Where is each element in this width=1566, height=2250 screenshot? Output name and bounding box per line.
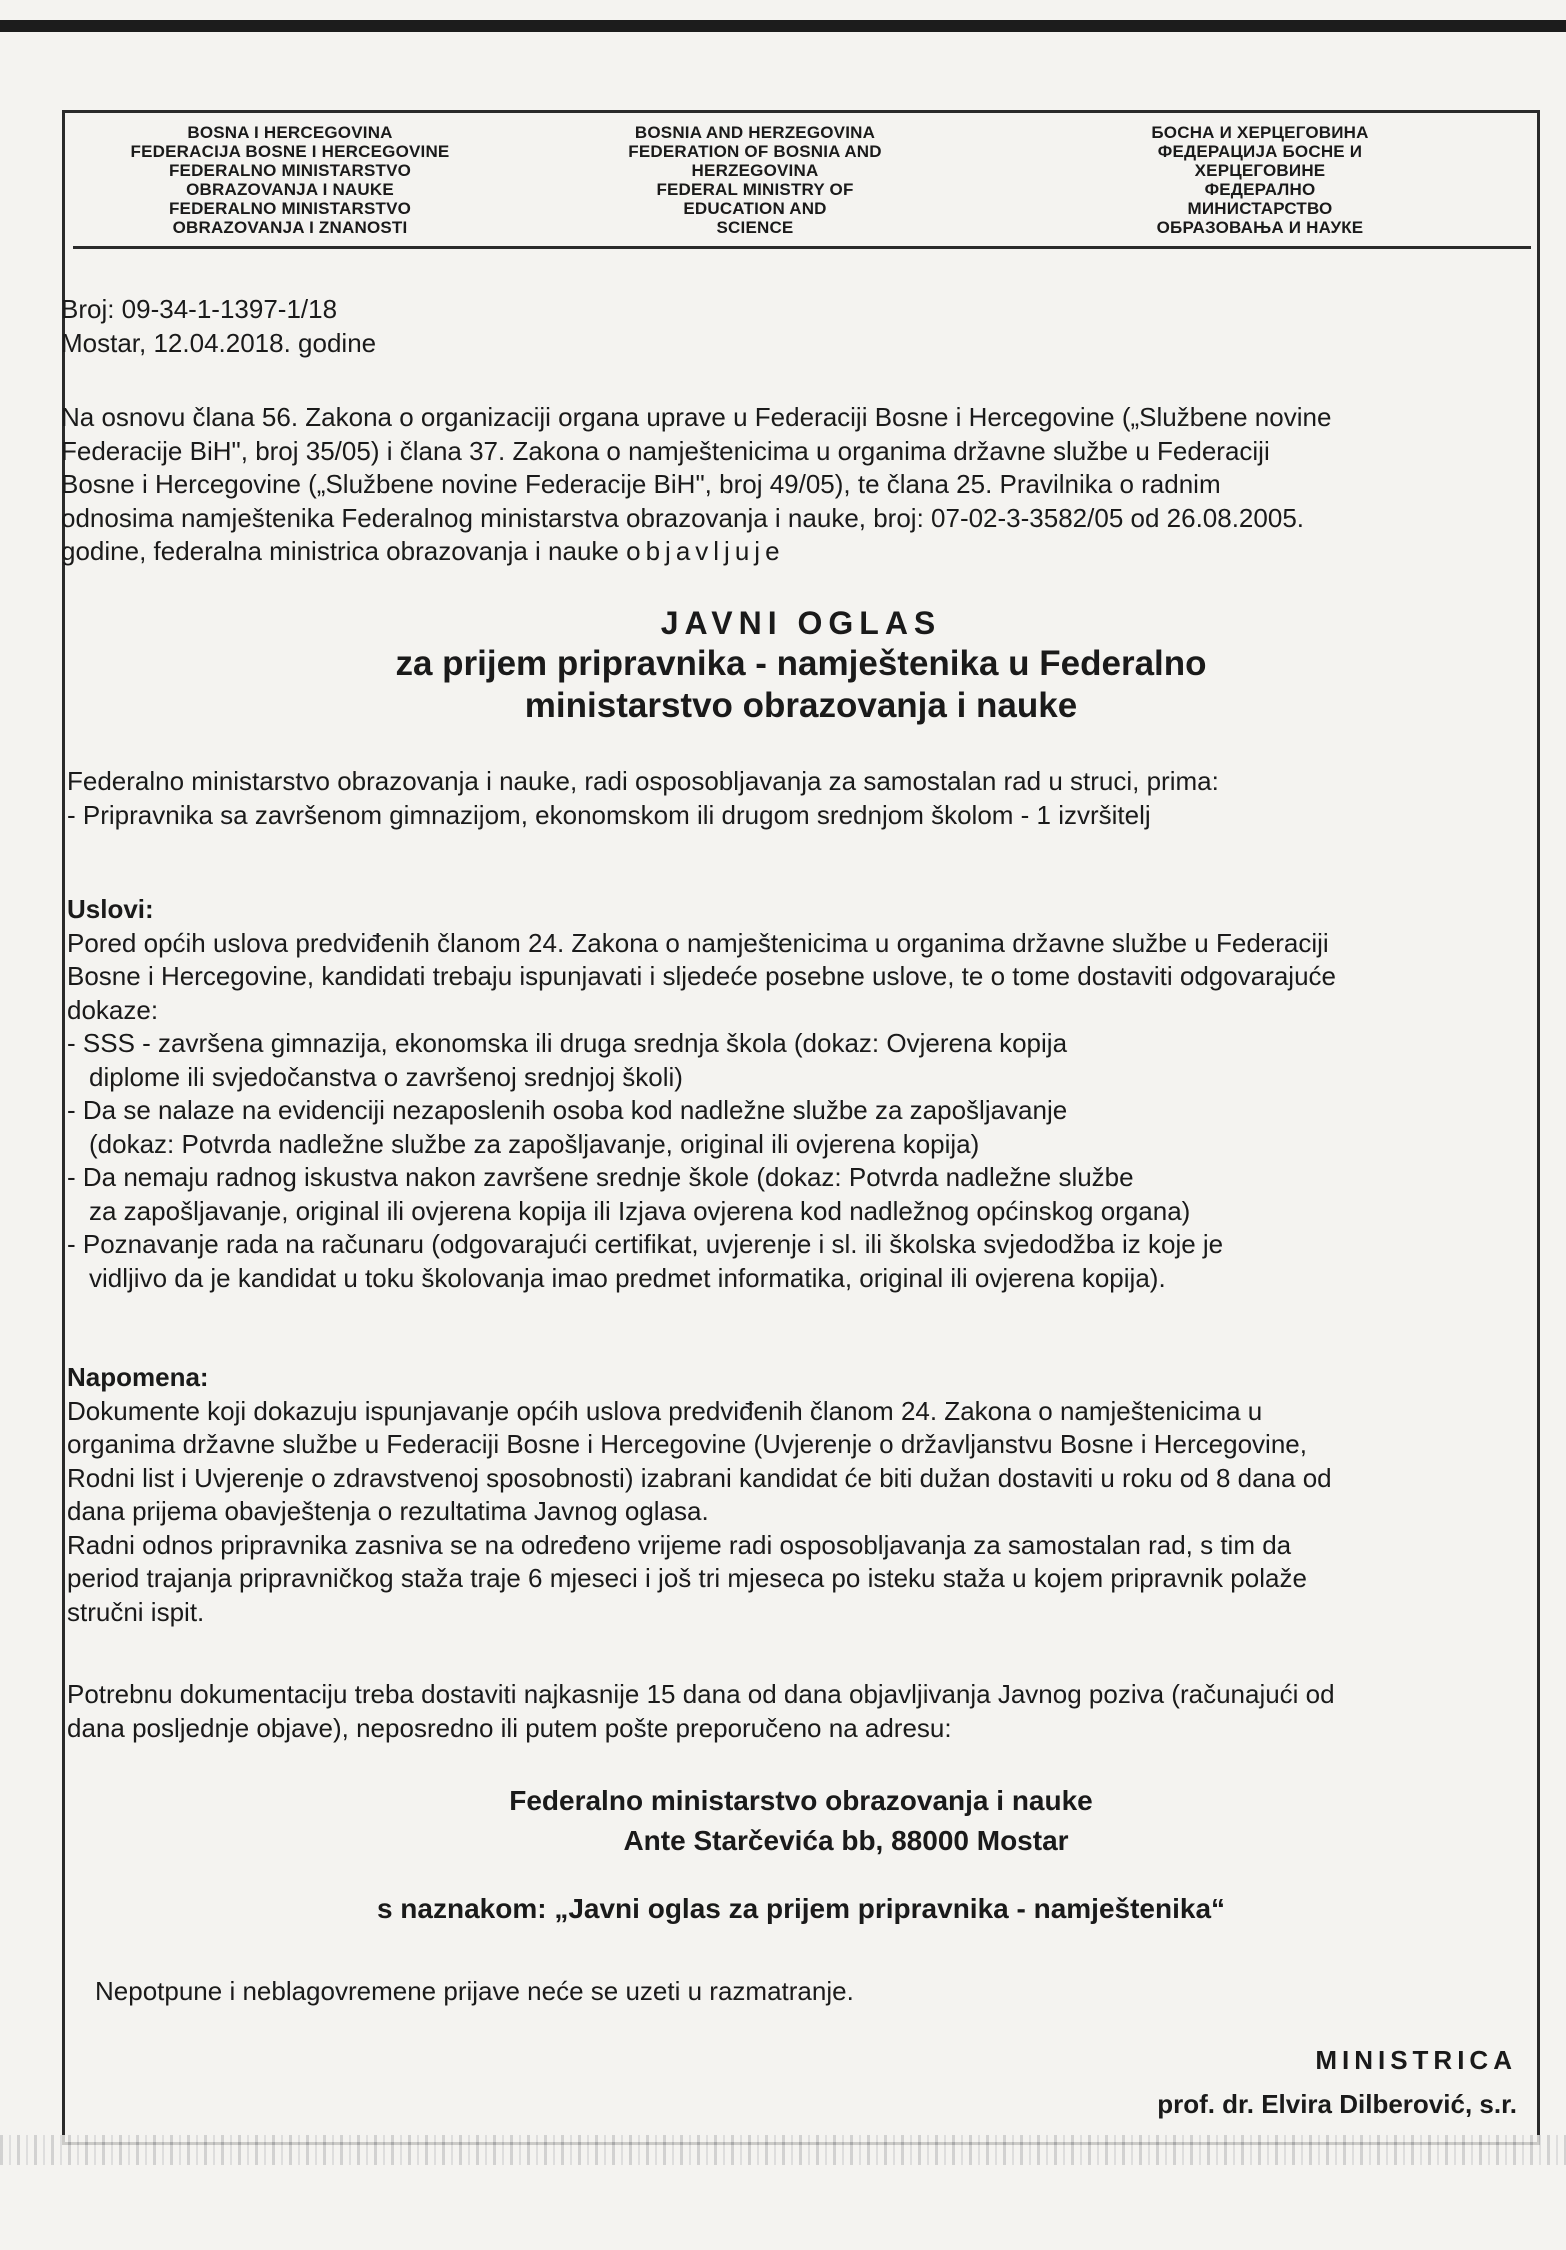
paragraph-line: Federacije BiH", broj 35/05) i člana 37. Zakona o namještenicima u organima državne službe u Federaciji	[61, 435, 1270, 466]
closing-note: Nepotpune i neblagovremene prijave neće se uzeti u razmatranje.	[95, 1976, 854, 2006]
letterhead-line: ХЕРЦЕГОВИНЕ	[1194, 161, 1326, 180]
condition-item-continued: diplome ili svjedočanstva o završenoj srednjoj školi)	[89, 1061, 683, 1092]
condition-item-continued: (dokaz: Potvrda nadležne službe za zapošljavanje, original ili ovjerena kopija)	[89, 1128, 980, 1159]
letterhead-line: МИНИСТАРСТВО	[1187, 199, 1333, 218]
condition-item: - Poznavanje rada na računaru (odgovarajući certifikat, uvjerenje i sl. ili školska svjedodžba iz koje je	[67, 1229, 1224, 1259]
letterhead-bosnian	[75, 123, 505, 237]
letterhead-line: HERZEGOVINA	[691, 161, 819, 180]
paragraph-line: Na osnovu člana 56. Zakona o organizaciji organa uprave u Federaciji Bosne i Hercegovine („Službene novine	[61, 402, 1332, 432]
address-line: Ante Starčevića bb, 88000 Mostar	[623, 1825, 1069, 1856]
letterhead-line: FEDERALNO MINISTARSTVO	[168, 199, 412, 218]
print-texture-strip	[0, 2135, 1566, 2165]
paragraph-line: Bosne i Hercegovine („Službene novine Federacije BiH", broj 49/05), te člana 25. Pravilnika o radnim	[61, 469, 1221, 499]
paragraph-line: period trajanja pripravničkog staža traje 6 mjeseci i još tri mjeseca po isteku staža u kojem pripravnik polaže	[67, 1563, 1307, 1593]
paragraph-line: Radni odnos pripravnika zasniva se na određeno vrijeme radi osposobljavanja za samostalan rad, s tim da	[67, 1529, 1292, 1560]
title-heading: JAVNI OGLAS	[660, 605, 942, 641]
letterhead-line: SCIENCE	[716, 218, 794, 237]
letterhead-line: FEDERATION OF BOSNIA AND	[628, 142, 882, 161]
letterhead-line: BOSNA I HERCEGOVINA	[187, 123, 393, 142]
paragraph-line: Federalno ministarstvo obrazovanja i nauke, radi osposobljavanja za samostalan rad u struci, prima:	[67, 766, 1219, 796]
letterhead-line: EDUCATION AND	[683, 199, 827, 218]
envelope-marking: s naznakom: „Javni oglas za prijem pripravnika - namještenika“	[376, 1893, 1226, 1924]
paragraph-line: Pored općih uslova predviđenih članom 24. Zakona o namještenicima u organima državne službe u Federaciji	[67, 927, 1329, 958]
paragraph-line	[61, 535, 1521, 569]
condition-item: - SSS - završena gimnazija, ekonomska ili druga srednja škola (dokaz: Ovjerena kopija	[67, 1028, 1068, 1058]
signature-block	[1157, 2038, 1517, 2126]
emphasized-verb: objavljuje	[626, 536, 785, 566]
title-subheading: ministarstvo obrazovanja i nauke	[524, 686, 1078, 725]
position-item: - Pripravnika sa završenom gimnazijom, ekonomskom ili drugom srednjom školom - 1 izvršitelj	[67, 799, 1151, 830]
letterhead-line: FEDERACIJA BOSNE I HERCEGOVINE	[130, 142, 450, 161]
title-subheading: za prijem pripravnika - namještenika u Federalno	[395, 644, 1207, 683]
paragraph-line: odnosima namještenika Federalnog ministarstva obrazovanja i nauke, broj: 07-02-3-3582/05 od 26.08.2005.	[61, 502, 1304, 533]
section-heading: Uslovi:	[67, 894, 154, 924]
letterhead-line: ФЕДЕРАЦИЈА БОСНЕ И	[1157, 142, 1363, 161]
paragraph-line: Dokumente koji dokazuju ispunjavanje općih uslova predviđenih članom 24. Zakona o namještenicima u	[67, 1395, 1263, 1426]
letterhead-line: FEDERAL MINISTRY OF	[656, 180, 854, 199]
condition-item-continued: vidljivo da je kandidat u toku školovanja imao predmet informatika, original ili ovjerena kopija).	[89, 1262, 1166, 1293]
letterhead	[65, 113, 1537, 253]
letterhead-english	[585, 123, 925, 237]
submission-paragraph	[67, 1678, 1527, 1745]
letterhead-line: BOSNIA AND HERZEGOVINA	[634, 123, 876, 142]
document-number: Broj: 09-34-1-1397-1/18	[61, 294, 338, 324]
address-line: Federalno ministarstvo obrazovanja i nauke	[509, 1785, 1093, 1816]
signatory-role: MINISTRICA	[1315, 2045, 1517, 2075]
paragraph-text: godine, federalna ministrica obrazovanja i nauke	[61, 536, 627, 566]
paragraph-line: Rodni list i Uvjerenje o zdravstvenoj sposobnosti) izabrani kandidat će biti dužan dostaviti u roku od 8 dana od	[67, 1462, 1332, 1493]
letterhead-line: FEDERALNO MINISTARSTVO	[168, 161, 412, 180]
paragraph-line: Potrebnu dokumentaciju treba dostaviti najkasnije 15 dana od dana objavljivanja Javnog poziva (računajući od	[67, 1679, 1335, 1709]
paragraph-line: dana prijema obavještenja o rezultatima Javnog oglasa.	[67, 1496, 709, 1526]
document-meta	[61, 293, 1521, 360]
letterhead-line: ОБРАЗОВАЊА И НАУКЕ	[1156, 218, 1364, 237]
paragraph-line: organima državne službe u Federaciji Bosne i Hercegovine (Uvjerenje o državljanstvu Bosne i Hercegovine,	[67, 1429, 1307, 1459]
letterhead-line: OBRAZOVANJA I ZNANOSTI	[172, 218, 408, 237]
letterhead-line: OBRAZOVANJA I NAUKE	[186, 180, 394, 199]
legal-basis-paragraph	[61, 401, 1521, 569]
notice-frame	[62, 110, 1540, 2145]
letterhead-line: ФЕДЕРАЛНО	[1204, 180, 1316, 199]
signatory-name: prof. dr. Elvira Dilberović, s.r.	[1157, 2089, 1517, 2119]
top-rule	[0, 20, 1566, 32]
letterhead-line: БОСНА И ХЕРЦЕГОВИНА	[1151, 123, 1369, 142]
paragraph-line: Bosne i Hercegovine, kandidati trebaju ispunjavati i sljedeće posebne uslove, te o tome dostaviti odgovarajuće	[67, 961, 1336, 991]
conditions-section	[67, 893, 1527, 1295]
position-paragraph	[67, 765, 1527, 832]
condition-item-continued: za zapošljavanje, original ili ovjerena kopija ili Izjava ovjerena kod nadležnog općinskog organa)	[89, 1195, 1191, 1226]
paragraph-line: dokaze:	[67, 994, 159, 1025]
condition-item: - Da nemaju radnog iskustva nakon završene srednje škole (dokaz: Potvrda nadležne službe	[67, 1162, 1134, 1192]
paragraph-line: stručni ispit.	[67, 1596, 205, 1627]
paragraph-line: dana posljednje objave), neposredno ili putem pošte preporučeno na adresu:	[67, 1712, 952, 1743]
place-and-date: Mostar, 12.04.2018. godine	[61, 327, 377, 358]
condition-item: - Da se nalaze na evidenciji nezaposlenih osoba kod nadležne službe za zapošljavanje	[67, 1095, 1068, 1125]
header-divider	[73, 246, 1531, 249]
section-heading: Napomena:	[67, 1362, 209, 1392]
letterhead-cyrillic	[1065, 123, 1455, 237]
notice-title	[65, 603, 1537, 727]
mailing-address	[65, 1781, 1537, 1861]
note-section	[67, 1361, 1527, 1629]
